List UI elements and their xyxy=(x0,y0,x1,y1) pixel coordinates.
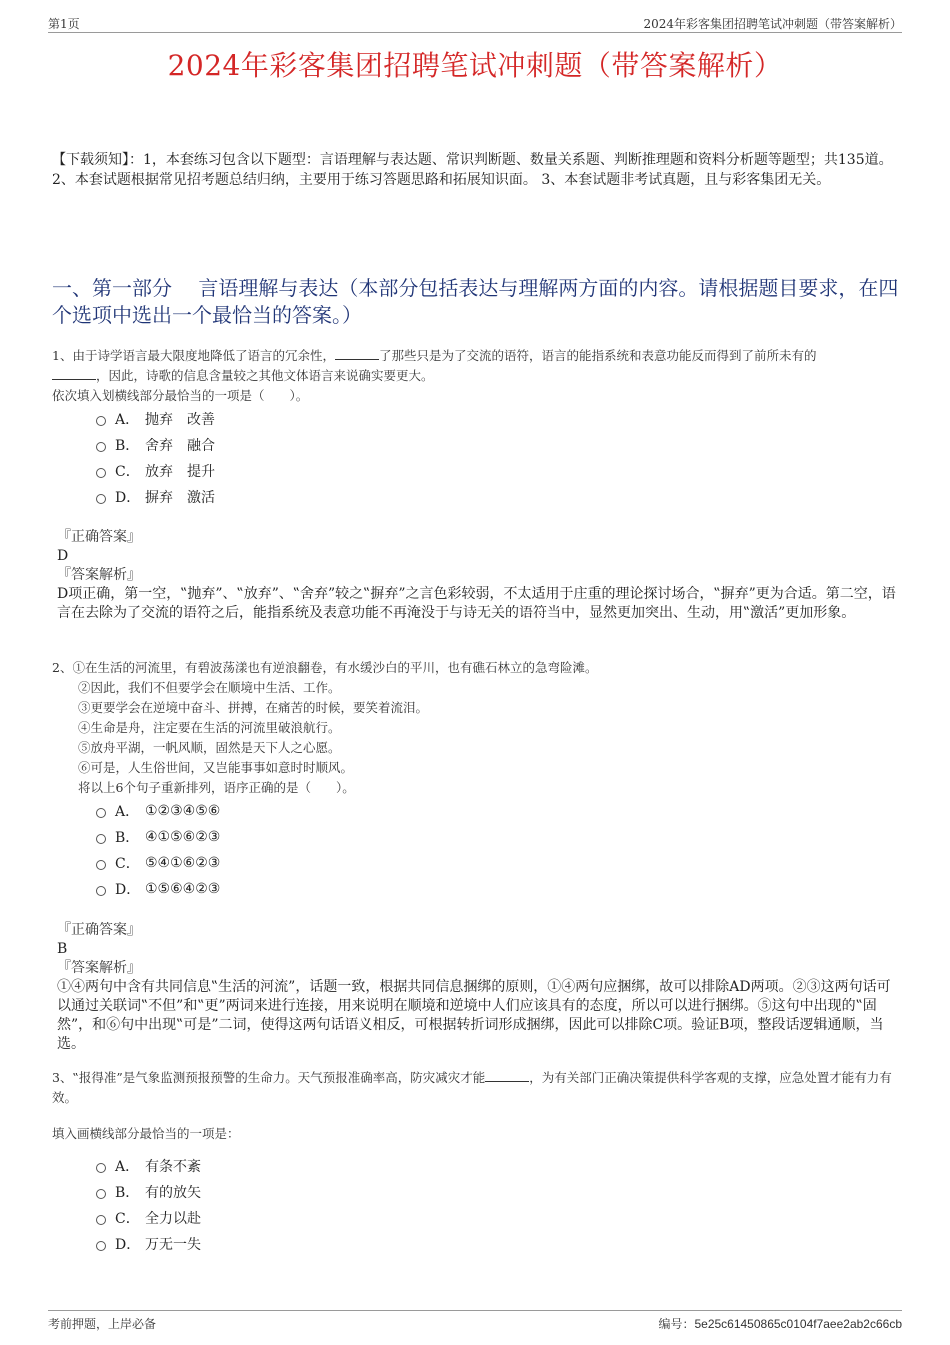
question-2-stem: 2、①在生活的河流里，有碧波荡漾也有逆浪翻卷，有水缓沙白的平川，也有礁石林立的急弯险滩。 ②因此，我们不但要学会在顺境中生活、工作。 ③更要学会在逆境中奋斗、拼搏，在痛苦的时候，要笑着流泪。 ④生命是舟，注定要在生活的河流里破浪航行。 ⑤放舟平湖，一帆风顺，固然是天下人之心愿。 ⑥可是，人生俗世间，又岂能事事如意时时顺风。 将以上6个句子重新排列，语序正确的是（ ）。 xyxy=(52,658,900,798)
radio-button[interactable] xyxy=(96,1189,106,1199)
option-d[interactable]: D． 摒弃 激活 xyxy=(96,484,215,510)
radio-button[interactable] xyxy=(96,468,106,478)
question-1-options xyxy=(96,406,215,510)
option-d[interactable]: D． ①⑤⑥④②③ xyxy=(96,876,220,902)
radio-button[interactable] xyxy=(96,886,106,896)
option-b[interactable]: B． 舍弃 融合 xyxy=(96,432,215,458)
option-c[interactable]: C． 全力以赴 xyxy=(96,1205,201,1231)
option-a[interactable]: A． 抛弃 改善 xyxy=(96,406,215,432)
question-3-options xyxy=(96,1153,201,1257)
document-title: 2024年彩客集团招聘笔试冲刺题（带答案解析） xyxy=(167,49,783,82)
option-c[interactable]: C． 放弃 提升 xyxy=(96,458,215,484)
option-b[interactable]: B． ④①⑤⑥②③ xyxy=(96,824,220,850)
question-2-options xyxy=(96,798,220,902)
fill-blank xyxy=(52,366,96,380)
page-footer xyxy=(48,1310,902,1333)
question-1-prompt: 依次填入划横线部分最恰当的一项是（ ）。 xyxy=(52,388,309,403)
radio-button[interactable] xyxy=(96,1163,106,1173)
question-1-stem: 1、由于诗学语言最大限度地降低了语言的冗余性， 了那些只是为了交流的语符，语言的能指系统和表意功能反而得到了前所未有的 ，因此，诗歌的信息含量较之其他文体语言来说确实要更大。 依次填入划横线部分最恰当的一项是（ ）。 xyxy=(52,348,817,403)
correct-answer: B xyxy=(57,941,68,957)
radio-button[interactable] xyxy=(96,808,106,818)
fill-blank xyxy=(485,1068,529,1082)
option-b[interactable]: B． 有的放矢 xyxy=(96,1179,201,1205)
answer-analysis: D项正确，第一空，‟抛弃”、‟放弃”、‟舍弃”较之‟摒弃”之言色彩较弱，不太适用于庄重的理论探讨场合，‟摒弃”更为合适。第二空，语言在去除为了交流的语符之后，能指系统及表意功能不再淹没于与诗无关的语符当中，显然更加突出、生动，用‟激活”更加形象。 xyxy=(57,586,896,621)
answer-analysis: ①④两句中含有共同信息‟生活的河流”，话题一致，根据共同信息捆绑的原则，①④两句应捆绑，故可以排除AD两项。②③这两句话可以通过关联词‟不但”和‟更”两词来进行连接，用来说明在顺境和逆境中人们应该具有的态度，所以可以进行捆绑。⑤这句中出现的‟固然”，和⑥句中出现‟可是”二词，使得这两句话语义相反，可根据转折词形成捆绑，因此可以排除C项。验证B项，整段话逻辑通顺，当选。 xyxy=(57,979,891,1052)
page-number: 第1页 xyxy=(48,17,80,31)
analysis-label: 『答案解析』 xyxy=(57,960,141,976)
option-a[interactable]: A． 有条不紊 xyxy=(96,1153,201,1179)
radio-button[interactable] xyxy=(96,1215,106,1225)
section-title: 一、第一部分 言语理解与表达（本部分包括表达与理解两方面的内容。请根据题目要求，在四个选项中选出一个最恰当的答案。） xyxy=(52,276,899,327)
page-header xyxy=(48,14,902,33)
analysis-label: 『答案解析』 xyxy=(57,567,141,583)
question-3-prompt: 填入画横线部分最恰当的一项是： xyxy=(52,1126,240,1141)
fill-blank xyxy=(335,346,379,360)
document-code: 编号：5e25c61450865c0104f7aee2ab2c66cb xyxy=(658,1317,902,1331)
radio-button[interactable] xyxy=(96,1241,106,1251)
footer-slogan: 考前押题，上岸必备 xyxy=(48,1317,157,1331)
question-3-stem: 3、‟报得准”是气象监测预报预警的生命力。天气预报准确率高，防灾减灾才能 ，为有关部门正确决策提供科学客观的支撑，应急处置才能有力有效。 xyxy=(52,1070,892,1105)
answer-label: 『正确答案』 xyxy=(57,922,141,938)
option-d[interactable]: D． 万无一失 xyxy=(96,1231,201,1257)
answer-label: 『正确答案』 xyxy=(57,529,141,545)
radio-button[interactable] xyxy=(96,860,106,870)
question-2-answer-block xyxy=(57,921,900,1054)
radio-button[interactable] xyxy=(96,442,106,452)
option-a[interactable]: A． ①②③④⑤⑥ xyxy=(96,798,220,824)
correct-answer: D xyxy=(57,548,69,564)
option-c[interactable]: C． ⑤④①⑥②③ xyxy=(96,850,220,876)
header-doc-title: 2024年彩客集团招聘笔试冲刺题（带答案解析） xyxy=(643,17,902,31)
radio-button[interactable] xyxy=(96,416,106,426)
download-notice: 【下载须知】：1，本套练习包含以下题型：言语理解与表达题、常识判断题、数量关系题、判断推理题和资料分析题等题型；共135道。 2、本套试题根据常见招考题总结归纳，主要用于练习答题思路和拓展知识面。 3、本套试题非考试真题，且与彩客集团无关。 xyxy=(52,152,893,188)
question-2-prompt: 将以上6个句子重新排列，语序正确的是（ ）。 xyxy=(78,780,355,795)
radio-button[interactable] xyxy=(96,834,106,844)
radio-button[interactable] xyxy=(96,494,106,504)
question-1-answer-block xyxy=(57,528,900,623)
